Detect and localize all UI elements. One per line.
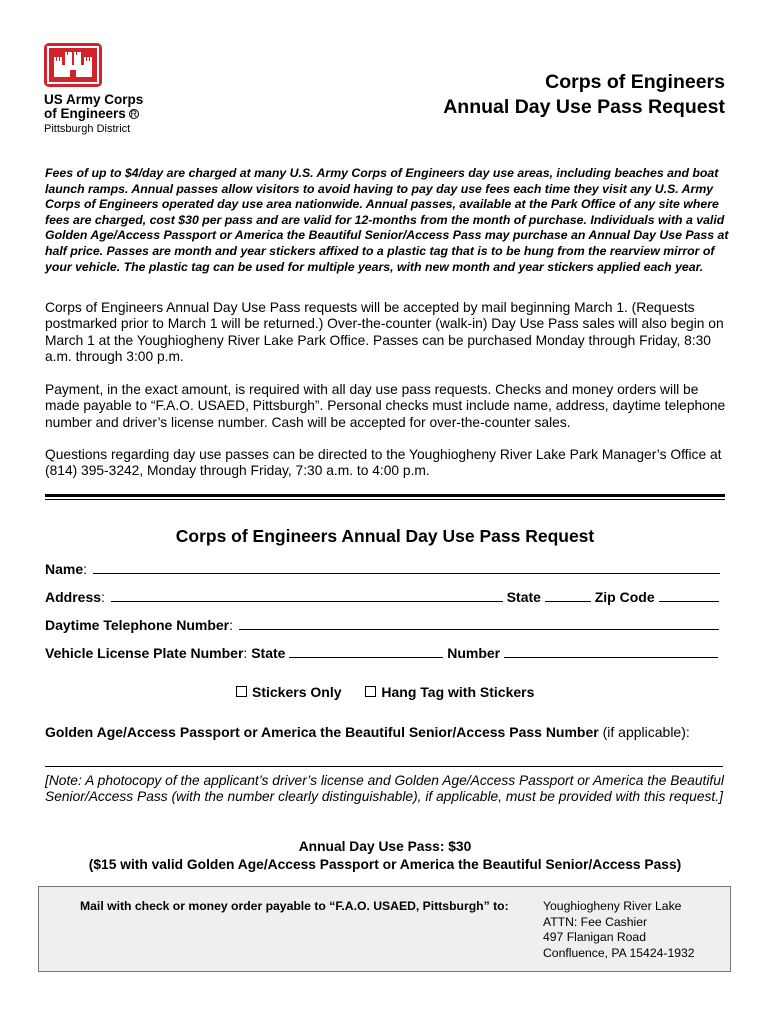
address-line: Youghiogheny River Lake [543, 899, 682, 913]
stickers-only-option[interactable] [236, 684, 342, 700]
zip-label: Zip Code [594, 589, 655, 605]
golden-age-label: Golden Age/Access Passport or America the Beautiful Senior/Access Pass Number [45, 724, 599, 740]
pass-options [236, 684, 534, 702]
price-line: Annual Day Use Pass: $30 [298, 839, 472, 854]
plate-number-label: Number [447, 645, 501, 661]
name-row: Name: [45, 559, 720, 577]
plate-label: Vehicle License Plate Number [45, 645, 244, 661]
org-name-line2 [44, 107, 143, 121]
golden-age-suffix: (if applicable): [602, 724, 690, 740]
address-row: Address: State Zip Code [45, 587, 719, 605]
state-label: State [506, 589, 541, 605]
phone-row: Daytime Telephone Number: [45, 615, 719, 633]
plate-state-field[interactable] [289, 643, 443, 658]
title-line2: Annual Day Use Pass Request [443, 96, 725, 118]
stickers-only-label: Stickers Only [252, 684, 342, 700]
photocopy-note: [Note: A photocopy of the applicant’s driver’s license and Golden Age/Access Passport or America the Beautiful Senior/Access Pass (with the number clearly distinguishable), if applicable, must be provided with this request.] [45, 773, 724, 805]
payment-paragraph: Payment, in the exact amount, is required with all day use pass requests. Checks and money orders will be made payable to “F.A.O. USAED, Pittsburgh”. Personal checks must include name, address, daytime telephone number and driver’s license number. Cash will be accepted for over-the-counter sales. [45, 382, 726, 430]
hang-tag-label: Hang Tag with Stickers [381, 684, 535, 700]
state-field[interactable] [545, 587, 591, 602]
golden-age-row [45, 724, 690, 742]
plate-row: Vehicle License Plate Number: State Number [45, 643, 718, 661]
phone-field[interactable] [239, 615, 719, 630]
org-name-line1: US Army Corps [44, 92, 144, 107]
form-title: Corps of Engineers Annual Day Use Pass Request [175, 526, 595, 546]
name-field[interactable] [93, 559, 720, 574]
mailing-address [543, 899, 695, 961]
org-name-line2-text: of Engineers [44, 106, 126, 121]
address-line: ATTN: Fee Cashier [543, 914, 648, 929]
registered-mark: R [130, 109, 138, 120]
page-title [443, 70, 725, 120]
hang-tag-checkbox[interactable] [365, 686, 376, 697]
discount-price-line: ($15 with valid Golden Age/Access Passport or America the Beautiful Senior/Access Pass) [88, 857, 682, 872]
title-line1: Corps of Engineers [545, 71, 725, 93]
questions-paragraph: Questions regarding day use passes can be directed to the Youghiogheny River Lake Park Manager’s Office at (814) 395-3242, Monday through Friday, 7:30 a.m. to 4:00 p.m. [45, 447, 722, 479]
usace-castle-logo [44, 43, 102, 87]
golden-age-field[interactable] [45, 766, 723, 767]
address-line: Confluence, PA 15424-1932 [543, 945, 695, 960]
org-name [44, 93, 143, 121]
plate-number-field[interactable] [504, 643, 718, 658]
name-label: Name [45, 561, 84, 577]
zip-field[interactable] [659, 587, 719, 602]
mail-acceptance-paragraph: Corps of Engineers Annual Day Use Pass requests will be accepted by mail beginning March 1. (Requests postmarked prior to March 1 will be returned.) Over-the-counter (walk-in) Day Use Pass sales will also begin on March 1 at the Youghiogheny River Lake Park Office. Passes can be purchased Monday through Friday, 8:30 a.m. through 3:00 p.m. [45, 300, 724, 364]
address-field[interactable] [111, 587, 503, 602]
address-line: 497 Flanigan Road [543, 930, 646, 944]
district-name: Pittsburgh District [44, 123, 131, 135]
address-label: Address [45, 589, 102, 605]
phone-label: Daytime Telephone Number [45, 617, 230, 633]
plate-state-label: State [251, 645, 286, 661]
mail-instruction: Mail with check or money order payable to “F.A.O. USAED, Pittsburgh” to: [80, 899, 509, 913]
section-divider [45, 494, 725, 500]
hang-tag-option[interactable] [365, 684, 534, 700]
fees-notice: Fees of up to $4/day are charged at many U.S. Army Corps of Engineers day use areas, including beaches and boat launch ramps. Annual passes allow visitors to avoid having to pay day use fees each time they visit any U.S. Army Corps of Engineers operated day use area nationwide. Annual passes, available at the Park Office of any site where fees are charged, cost $30 per pass and are valid for 12-months from the month of purchase. Individuals with a valid Golden Age/Access Passport or America the Beautiful Senior/Access Pass may purchase an Annual Day Use Pass at half price. Passes are month and year stickers affixed to a plastic tag that is to be hung from the rearview mirror of your vehicle. The plastic tag can be used for multiple years, with new month and year stickers applied each year. [45, 166, 729, 274]
stickers-only-checkbox[interactable] [236, 686, 247, 697]
